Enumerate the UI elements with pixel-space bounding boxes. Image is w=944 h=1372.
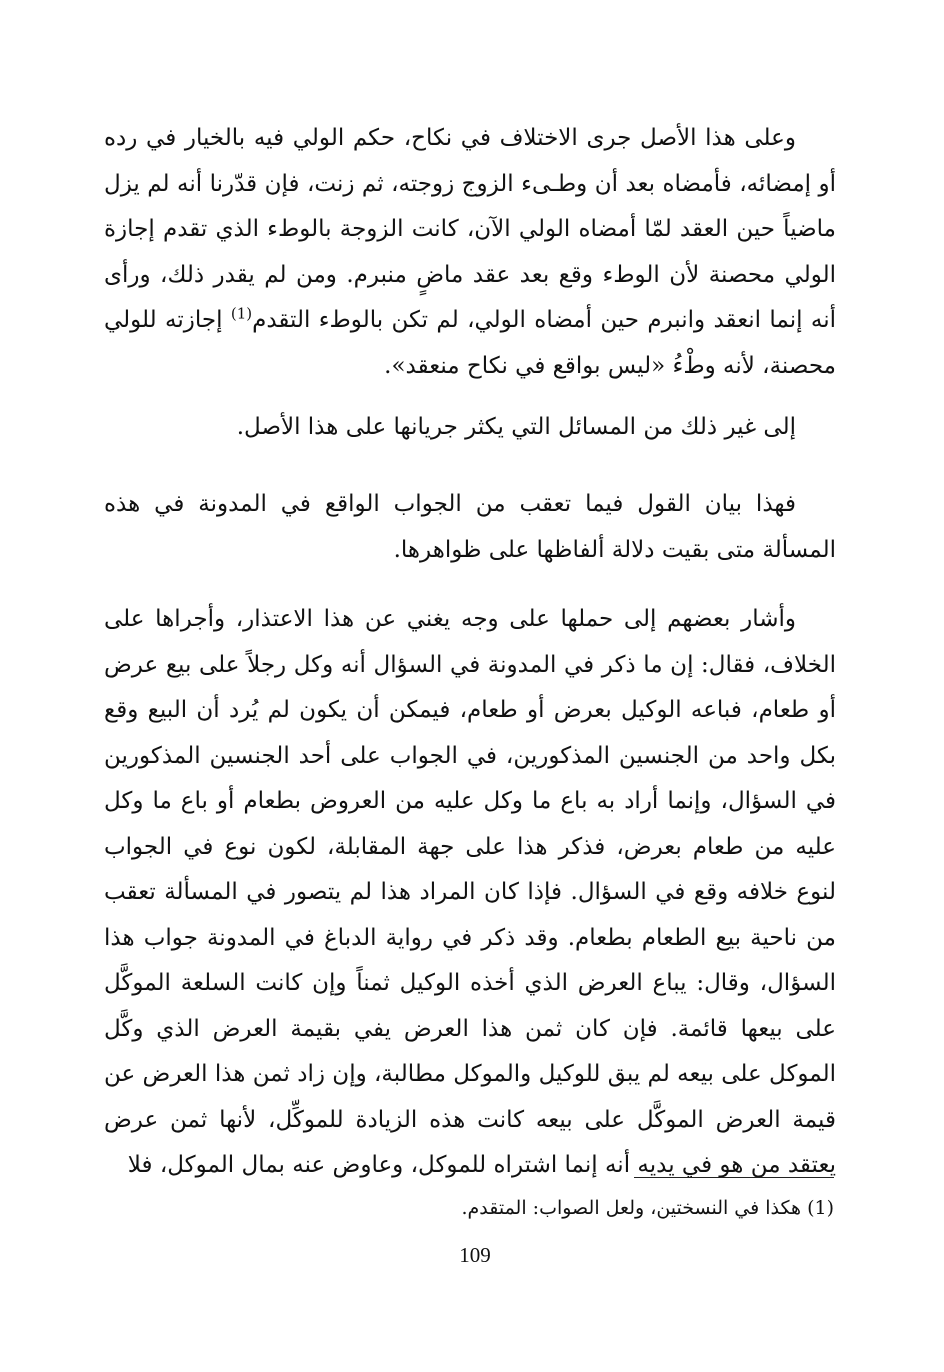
paragraph-1-text: وعلى هذا الأصل جرى الاختلاف في نكاح، حكم الولي فيه بالخيار في رده أو إمضائه، فأمضاه بعد أن وطـىء الزوج زوجته، ثم زنت، فإن قدّرنا أنه لم يزل ماضياً حين العقد لمّا أمضاه الولي الآن، كانت الزوجة بالوطء الذي تقدم إجازة الولي محصنة لأن الوطء وقع بعد عقد ماضٍ منبرم. ومن لم يقدر ذلك، ورأى أنه إنما انعقد وانبرم حين أمضاه الولي، لم تكن بالوطء التقدم [104,125,836,333]
paragraph-4: وأشار بعضهم إلى حملها على وجه يغني عن هذا الاعتذار، وأجراها على الخلاف، فقال: إن ما ذكر في المدونة في السؤال أنه وكل رجلاً على بيع عرض أو طعام، فباعه الوكيل بعرض أو طعام، فيمكن أن يكون لم يُرد أن البيع وقع بكل واحد من الجنسين المذكورين، في الجواب على أحد الجنسين المذكورين في السؤال، وإنما أراد به باع ما وكل عليه من العروض بطعام أو باع ما وكل عليه من طعام بعرض، فذكر هذا على جهة المقابلة، لكون نوع في الجواب لنوع خلافه وقع في السؤال. فإذا كان المراد هذا لم يتصور في المسألة تعقب من ناحية بيع الطعام بطعام. وقد ذكر في رواية الدباغ في المدونة جواب هذا السؤال، وقال: يباع العرض الذي أخذه الوكيل ثمناً وإن كانت السلعة الموكَّل على بيعها قائمة. فإن كان ثمن هذا العرض يفي بقيمة العرض الذي وكَّل الموكل على بيعه لم يبق للوكيل والموكل مطالبة، وإن زاد ثمن هذا العرض عن قيمة العرض الموكَّل على بيعه كانت هذه الزيادة للموكِّل، لأنها ثمن عرض يعتقد من هو في يديه أنه إنما اشتراه للموكل، وعاوض عنه بمال الموكل، فلا [103,606,836,1178]
paragraph-2: إلى غير ذلك من المسائل التي يكثر جريانها على هذا الأصل. [236,414,796,440]
footnote: (1) هكذا في النسختين، ولعل الصواب: المتقدم. [461,1197,834,1219]
page-number: 109 [459,1243,491,1267]
paragraph-1-text-continued: إجازته للولي محصنة، لأنه وطْءُ «ليس بواقع في نكاح منعقد». [104,307,836,379]
footnote-separator [634,1177,834,1178]
paragraph-1 [104,116,836,389]
footnote-marker: (1) [230,304,253,323]
paragraph-3: فهذا بيان القول فيما تعقب من الجواب الواقع في المدونة في هذه المسألة متى بقيت دلالة ألفاظها على ظواهرها. [104,491,836,563]
